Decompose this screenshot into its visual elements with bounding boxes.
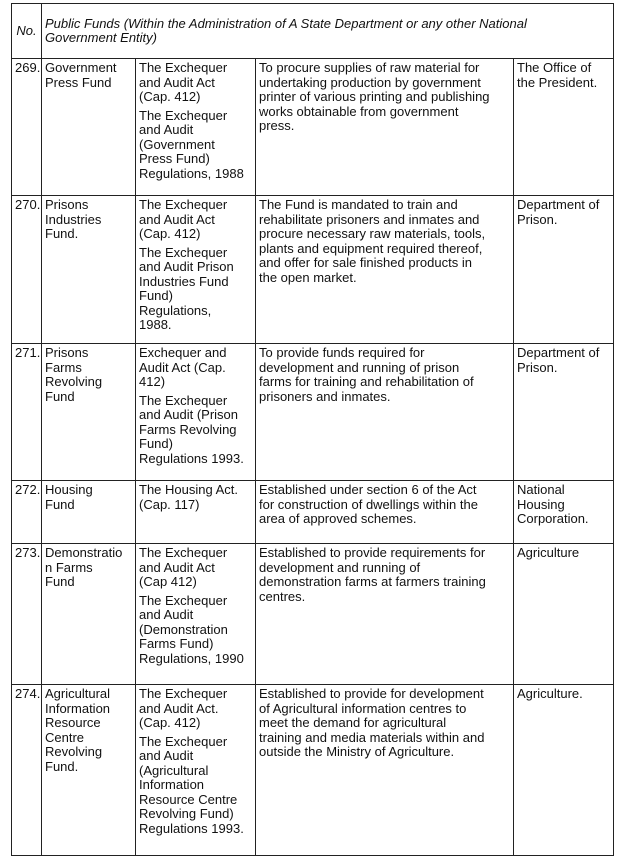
public-funds-table [11,3,614,856]
fund-number-cell [12,59,42,196]
purpose-line: of Agricultural information centres to [259,700,467,716]
administering-entity-cell [514,481,614,544]
legislation-line: and Audit Act. [139,700,219,716]
administering-entity-cell [514,196,614,344]
legislation-line: Exchequer and [139,345,227,360]
purpose-line: farms for training and rehabilitation of [259,374,474,389]
table-row [12,59,614,196]
purpose-line: training and media materials within and [259,729,485,745]
legislation-block [139,109,252,182]
purpose-line: development and running of [259,559,421,575]
administering-entity-cell [514,685,614,856]
administering-entity-line: The Office of [517,60,592,75]
legislation-line: The Housing Act. [139,482,238,497]
legislation-line: Revolving Fund) [139,806,234,821]
legislation-line: The Exchequer [139,686,228,701]
legislation-line: and Audit Act [139,559,215,575]
table-row [12,544,614,685]
fund-name-line: Demonstratio [45,545,123,560]
legislation-line: Farms Fund) [139,636,214,651]
legislation-line: Resource Centre [139,791,238,807]
table-row [12,196,614,344]
fund-name-line: Resource [45,715,101,730]
purpose-line: undertaking production by government [259,74,481,90]
legislation-cell [136,59,256,196]
fund-name-line: Housing [45,482,93,497]
legislation-line: Audit Act (Cap. [139,359,226,375]
legislation-line: Regulations 1993. [139,820,244,836]
legislation-block [139,546,252,590]
purpose-line: press. [259,118,295,133]
administering-entity-line: Department of [517,197,600,212]
fund-name-cell [42,344,136,481]
administering-entity-line: Prison. [517,211,558,227]
fund-name-line: Information [45,700,111,716]
table-row [12,685,614,856]
legislation-line: Information [139,777,205,792]
legislation-line: Regulations, 1988 [139,165,244,181]
purpose-line: and offer for sale finished products in [259,255,472,270]
purpose-line: To provide funds required for [259,345,425,360]
administering-entity-line: Department of [517,345,600,360]
fund-name-line: Government [45,60,117,75]
fund-number: 273. [15,545,41,560]
legislation-line: Press Fund) [139,151,210,166]
table-header-row [12,4,614,59]
legislation-line: and Audit (Prison [139,407,239,422]
administering-entity-line: Housing [517,496,565,512]
fund-number-cell [12,481,42,544]
legislation-line: 412) [139,374,166,389]
fund-name-line: Fund. [45,226,79,241]
administering-entity-line: National [517,482,565,497]
legislation-line: The Exchequer [139,197,228,212]
purpose-cell [256,196,514,344]
legislation-line: The Exchequer [139,244,228,260]
fund-number: 274. [15,686,41,701]
legislation-block [139,687,252,731]
administering-entity-cell [514,544,614,685]
legislation-block [139,483,252,512]
legislation-line: and Audit Act [139,211,215,227]
header-no-cell [12,4,42,59]
purpose-line: plants and equipment required thereof, [259,240,483,256]
legislation-line: (Agricultural [139,762,209,778]
legislation-line: Regulations, [139,302,212,318]
legislation-block [139,735,252,837]
legislation-line: and Audit Prison [139,259,234,274]
fund-name-cell [42,685,136,856]
header-title-line: Public Funds (Within the Administration of A State Department or any other National [45,15,527,31]
header-no: No. [16,22,37,38]
legislation-line: The Exchequer [139,733,228,749]
legislation-line: Regulations, 1990 [139,650,244,666]
fund-name-line: Farms [45,359,82,375]
legislation-cell [136,481,256,544]
purpose-line: rehabilitate prisoners and inmates and [259,211,480,227]
legislation-line: (Demonstration [139,621,228,637]
purpose-cell [256,481,514,544]
legislation-line: (Cap. 412) [139,715,201,730]
legislation-cell [136,685,256,856]
legislation-line: 1988. [139,317,172,332]
purpose-line: Established to provide requirements for [259,545,486,560]
purpose-line: Established to provide for development [259,686,484,701]
legislation-line: The Exchequer [139,60,228,75]
legislation-line: (Government [139,136,215,152]
purpose-line: meet the demand for agricultural [259,715,447,730]
administering-entity-line: Prison. [517,359,558,375]
purpose-line: development and running of prison [259,359,460,375]
legislation-line: Farms Revolving [139,421,237,437]
fund-number: 269. [15,60,41,75]
table-row [12,344,614,481]
purpose-line: centres. [259,588,306,604]
header-title-cell [42,4,614,59]
legislation-block [139,198,252,242]
fund-name-line: Fund [45,574,75,589]
fund-number-cell [12,685,42,856]
purpose-line: demonstration farms at farmers training [259,574,486,589]
fund-name-cell [42,196,136,344]
fund-number-cell [12,344,42,481]
fund-name-line: Revolving [45,374,103,389]
fund-name-line: Centre [45,729,85,745]
legislation-line: and Audit [139,122,194,137]
fund-number: 271. [15,345,41,360]
legislation-line: Industries Fund [139,273,229,289]
fund-number-cell [12,196,42,344]
legislation-line: The Exchequer [139,107,228,123]
legislation-line: The Exchequer [139,392,228,408]
administering-entity-line: the President. [517,74,598,90]
purpose-line: for construction of dwellings within the [259,496,478,512]
header-title-line: Government Entity) [45,30,157,45]
legislation-line: The Exchequer [139,592,228,608]
fund-number-cell [12,544,42,685]
fund-name-line: n Farms [45,559,93,575]
legislation-block [139,346,252,390]
fund-name-line: Agricultural [45,686,111,701]
fund-name-line: Fund [45,496,75,512]
fund-number: 272. [15,482,41,497]
administering-entity-cell [514,59,614,196]
fund-name-line: Revolving [45,744,103,759]
fund-name-cell [42,59,136,196]
purpose-cell [256,685,514,856]
fund-name-line: Fund [45,388,75,404]
purpose-line: area of approved schemes. [259,511,417,526]
legislation-line: and Audit Act [139,74,215,90]
administering-entity-line: Agriculture [517,545,580,560]
fund-name-line: Industries [45,211,102,227]
legislation-line: Regulations 1993. [139,450,244,466]
fund-name-line: Press Fund [45,74,112,90]
purpose-line: To procure supplies of raw material for [259,60,480,75]
legislation-line: (Cap. 412) [139,226,201,241]
purpose-cell [256,544,514,685]
table-row [12,481,614,544]
legislation-block [139,594,252,667]
legislation-line: (Cap 412) [139,574,197,589]
legislation-line: and Audit [139,748,194,763]
legislation-line: The Exchequer [139,545,228,560]
legislation-cell [136,544,256,685]
legislation-line: Fund) [139,436,173,451]
legislation-block [139,246,252,333]
legislation-line: Fund) [139,288,173,303]
administering-entity-line: Corporation. [517,511,589,526]
legislation-line: (Cap. 412) [139,89,201,104]
purpose-line: outside the Ministry of Agriculture. [259,744,455,759]
legislation-cell [136,344,256,481]
purpose-line: the open market. [259,269,357,285]
fund-name-line: Fund. [45,758,79,774]
fund-name-cell [42,544,136,685]
purpose-line: prisoners and inmates. [259,388,391,404]
legislation-line: and Audit [139,607,194,622]
purpose-line: procure necessary raw materials, tools, [259,226,486,241]
administering-entity-cell [514,344,614,481]
purpose-cell [256,59,514,196]
purpose-line: Established under section 6 of the Act [259,482,477,497]
purpose-cell [256,344,514,481]
administering-entity-line: Agriculture. [517,686,583,701]
purpose-line: printer of various printing and publishing [259,89,490,104]
fund-name-line: Prisons [45,345,89,360]
purpose-line: works obtainable from government [259,103,459,119]
fund-number: 270. [15,197,41,212]
legislation-cell [136,196,256,344]
purpose-line: The Fund is mandated to train and [259,197,458,212]
fund-name-line: Prisons [45,197,89,212]
legislation-block [139,394,252,467]
legislation-line: (Cap. 117) [139,496,200,512]
fund-name-cell [42,481,136,544]
legislation-block [139,61,252,105]
